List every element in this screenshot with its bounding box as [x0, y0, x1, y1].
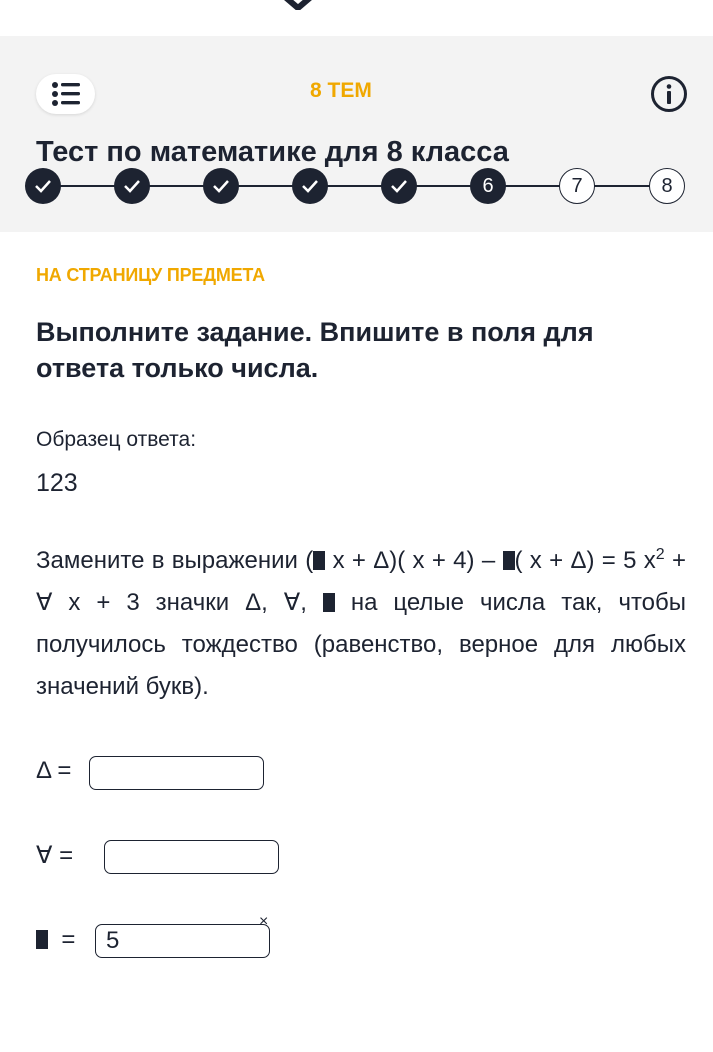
- answer-label-delta: Δ =: [36, 757, 72, 784]
- sample-answer-value: 123: [36, 469, 78, 497]
- progress-steps: [0, 168, 713, 204]
- answer-label-suffix: =: [61, 926, 76, 953]
- square-symbol: [313, 551, 325, 570]
- info-icon[interactable]: [650, 75, 688, 113]
- menu-button[interactable]: [36, 74, 95, 114]
- check-icon: [33, 178, 53, 194]
- progress-step-7[interactable]: 7: [559, 168, 595, 204]
- problem-text: [36, 540, 686, 708]
- problem-part-3: ( x + Δ) = 5 x: [514, 547, 656, 574]
- progress-step-5[interactable]: [381, 168, 417, 204]
- sample-answer-label: Образец ответа:: [36, 428, 197, 451]
- progress-step-2[interactable]: [114, 168, 150, 204]
- problem-part-5: на целые числа так, чтобы получилось тождество (равенство, верное для любых значений букв).: [36, 589, 687, 700]
- answer-input-forall[interactable]: [104, 840, 279, 874]
- subject-page-link[interactable]: НА СТРАНИЦУ ПРЕДМЕТА: [36, 265, 265, 285]
- square-symbol: [503, 551, 515, 570]
- progress-step-3[interactable]: [203, 168, 239, 204]
- square-symbol: [36, 930, 48, 949]
- check-icon: [122, 178, 142, 194]
- check-icon: [300, 178, 320, 194]
- problem-exponent: 2: [655, 546, 665, 563]
- problem-part-1: Замените в выражении (: [36, 547, 314, 574]
- progress-step-4[interactable]: [292, 168, 328, 204]
- task-heading: Выполните задание. Впишите в поля для ответа только числа.: [36, 317, 594, 383]
- top-bar: [0, 0, 713, 36]
- progress-step-1[interactable]: [25, 168, 61, 204]
- answer-input-square[interactable]: [95, 924, 270, 958]
- progress-step-6[interactable]: 6: [470, 168, 506, 204]
- problem-part-2: x + Δ)( x + 4) –: [325, 547, 503, 574]
- check-icon: [389, 178, 409, 194]
- answer-label-square: [36, 926, 75, 954]
- brand-logo-icon: [278, 0, 318, 10]
- answer-label-forall: ∀ =: [36, 842, 74, 869]
- test-title: Тест по математике для 8 класса: [36, 136, 509, 168]
- list-menu-icon: [51, 81, 81, 107]
- progress-step-8[interactable]: 8: [649, 168, 685, 204]
- clear-input-button[interactable]: ×: [259, 913, 269, 930]
- topic-count[interactable]: 8 ТЕМ: [310, 79, 372, 102]
- problem-part-4: + ∀ x + 3 значки Δ, ∀,: [36, 547, 686, 616]
- check-icon: [211, 178, 231, 194]
- answer-input-delta[interactable]: [89, 756, 264, 790]
- square-symbol: [323, 593, 335, 612]
